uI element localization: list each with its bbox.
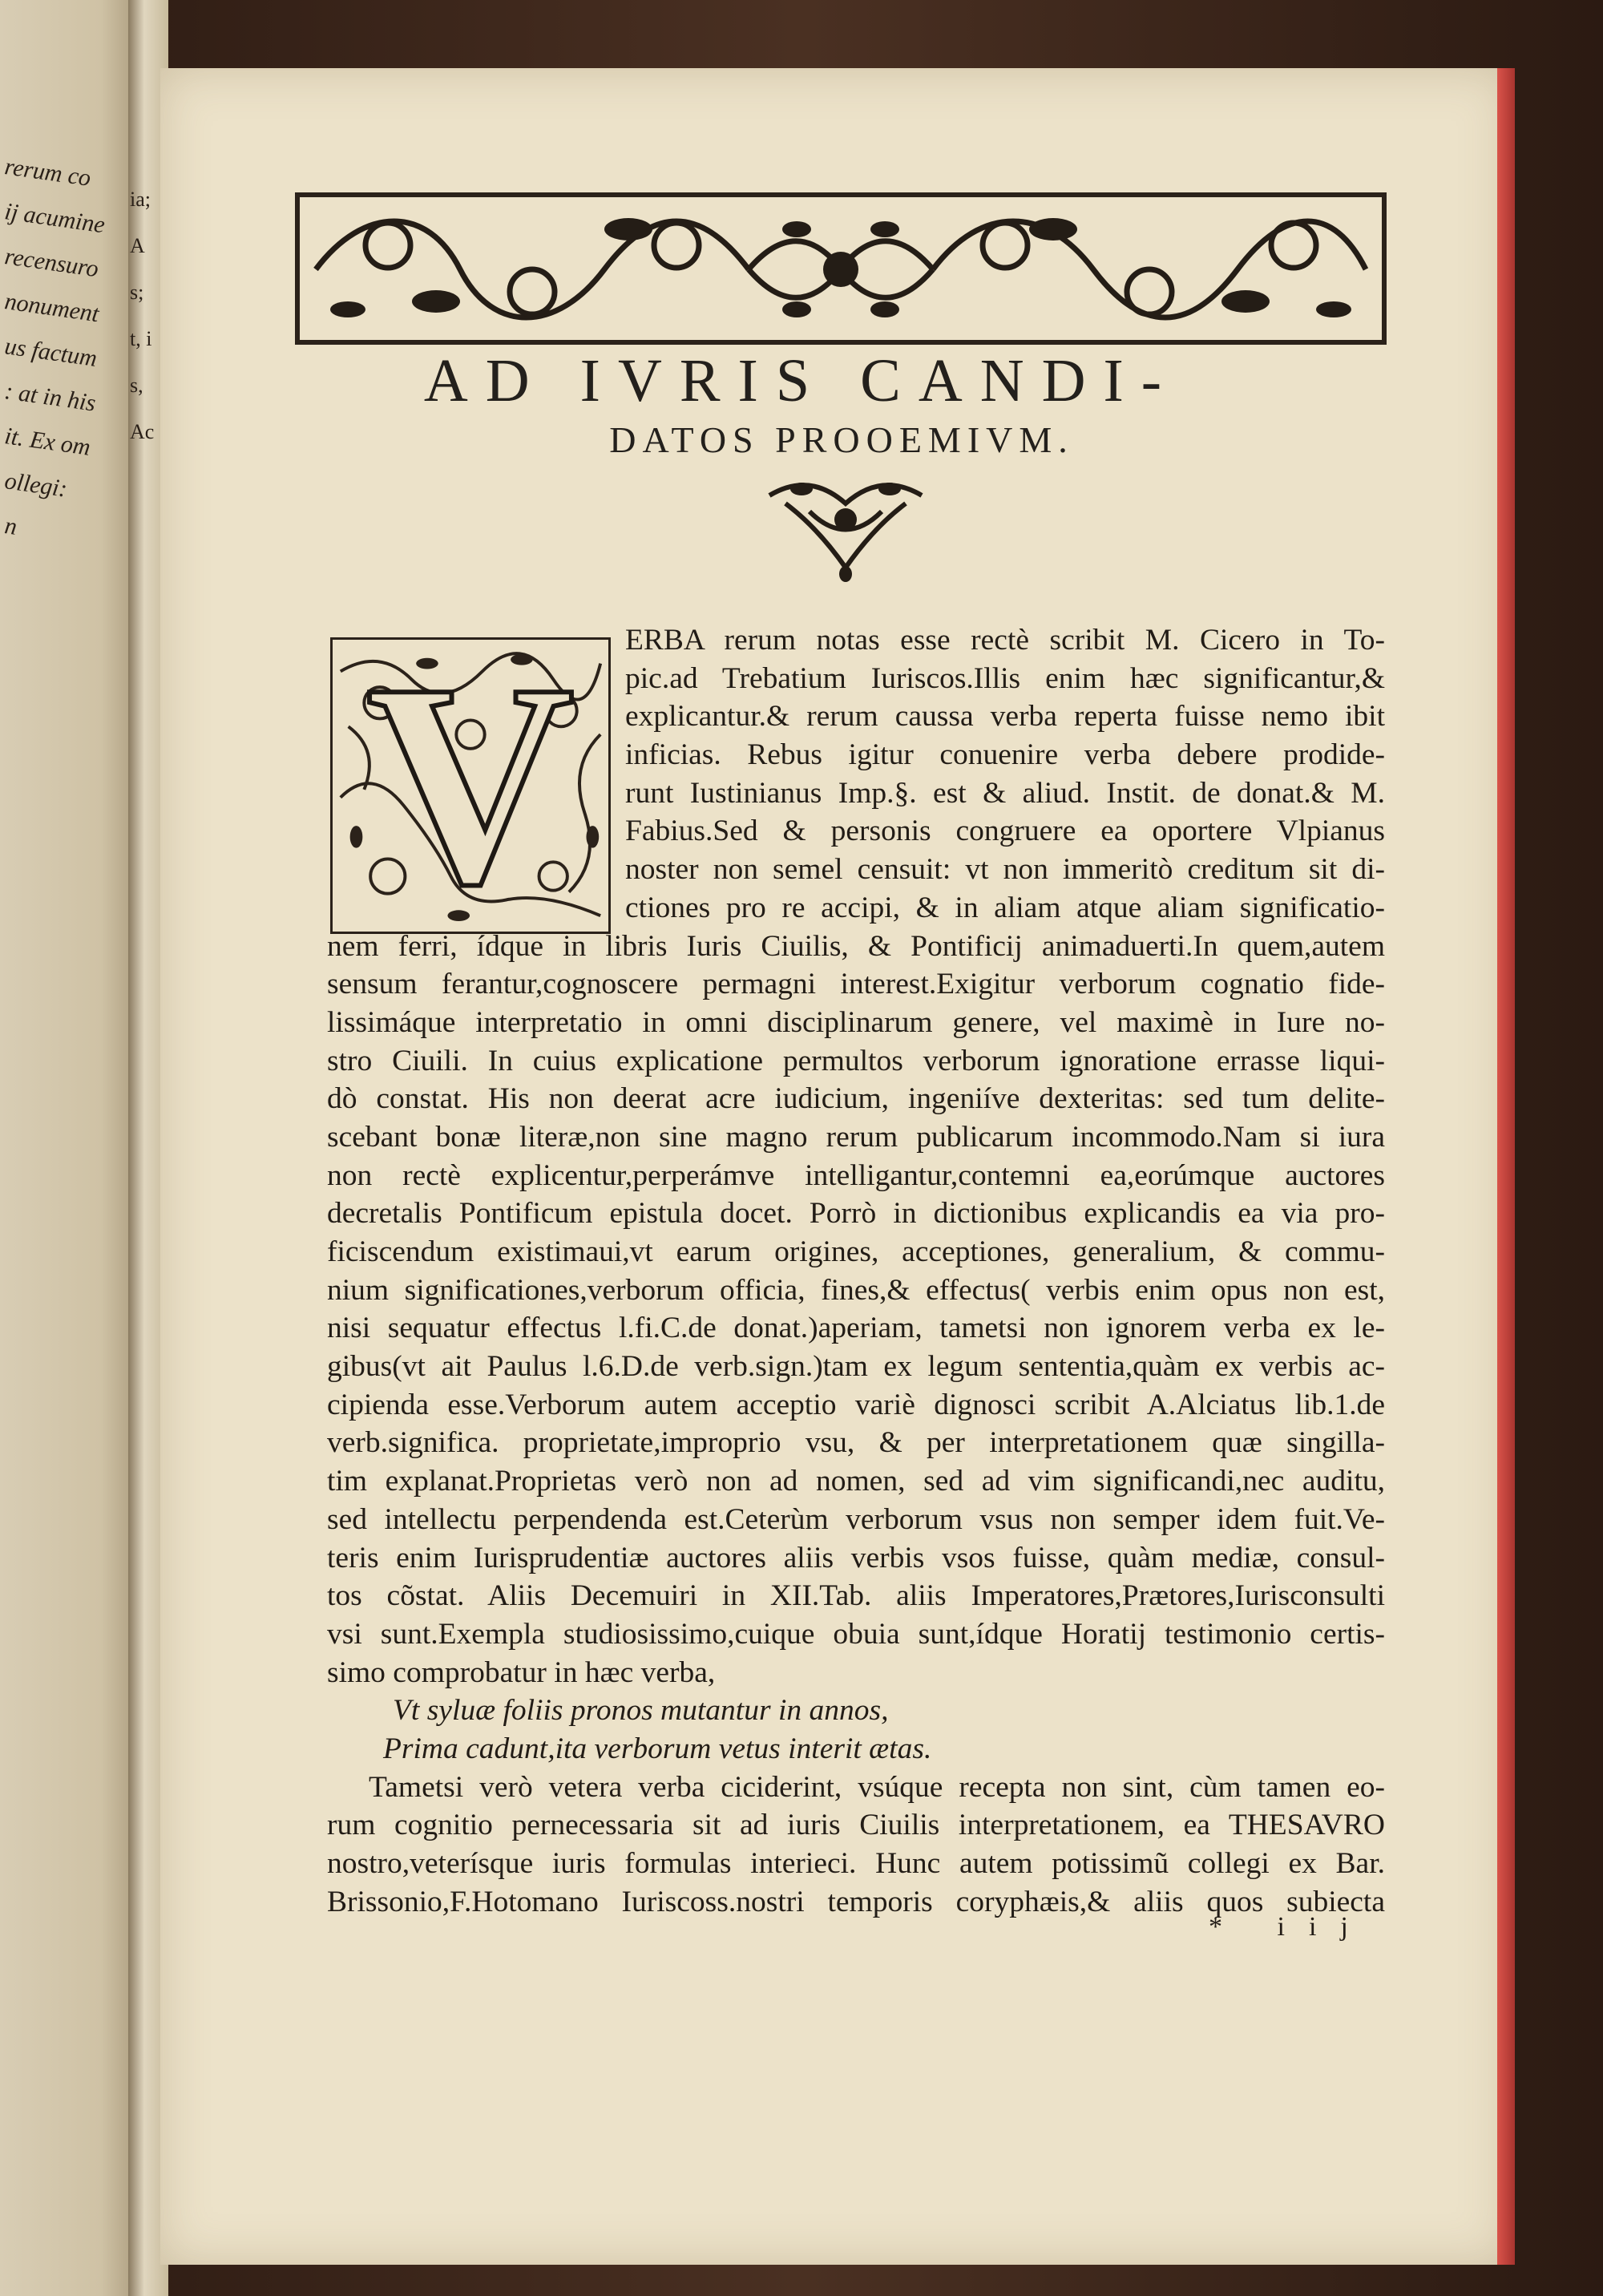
headpiece-ornament xyxy=(295,192,1387,345)
left-edge-fragment: Ac xyxy=(130,420,155,443)
text-line: decretalis Pontificum epistula docet. Porrò in dictionibus explicandis ea via pro- xyxy=(327,1197,1385,1231)
text-line: sed intellectu perpendenda est.Ceterùm verborum vsus non semper idem fuit.Ve- xyxy=(327,1502,1385,1536)
text-line: ficiscendum existimaui,vt earum origines, acceptiones, generalium, & commu- xyxy=(327,1235,1385,1268)
left-edge-fragment: s; xyxy=(130,281,144,304)
left-line: : at in his xyxy=(2,378,98,417)
left-line: ollegi: xyxy=(2,467,69,503)
page-red-edge xyxy=(1497,68,1515,2265)
page-title-line1: AD IVRIS CANDI- xyxy=(423,347,1180,414)
text-line: stro Ciuili. In cuius explicatione permultos verborum ignoratione errasse liqui- xyxy=(327,1044,1385,1077)
left-edge-fragment: A xyxy=(130,234,145,257)
text-line: noster non semel censuit: vt non immeritò creditum sit di- xyxy=(625,853,1385,887)
text-line: vsi sunt.Exempla studiosissimo,cuique obuia sunt,ídque Horatij testimonio certis- xyxy=(327,1617,1385,1651)
left-line: it. Ex om xyxy=(2,422,92,461)
text-line: Tametsi verò vetera verba ciciderint, vsúque recepta non sint, cùm tamen eo- xyxy=(369,1770,1385,1804)
left-line: us factum xyxy=(2,333,99,372)
text-line: tos cõstat. Aliis Decemuiri in XII.Tab. aliis Imperatores,Prætores,Iurisconsulti xyxy=(327,1579,1385,1613)
floral-scroll-icon xyxy=(300,197,1382,340)
text-line: pic.ad Trebatium Iuriscos.Illis enim hæc significantur,& xyxy=(625,661,1385,695)
text-line: verb.significa. proprietate,improprio vsu, & per interpretationem quæ singilla- xyxy=(327,1426,1385,1460)
left-line: n xyxy=(2,512,19,540)
text-line: scebant bonæ literæ,non sine magno rerum publicarum incommodo.Nam si iura xyxy=(327,1120,1385,1154)
verse-line: Prima cadunt,ita verborum vetus interit ætas. xyxy=(383,1732,932,1765)
text-line: ctiones pro re accipi, & in aliam atque aliam significatio- xyxy=(625,891,1385,924)
text-line: nisi sequatur effectus l.fi.C.de donat.)aperiam, tametsi non ignorem verba ex le- xyxy=(327,1312,1385,1345)
text-line: nium significationes,verborum officia, fines,& effectus( verbis enim opus non est, xyxy=(327,1273,1385,1307)
left-edge-fragment: t, i xyxy=(130,327,152,350)
fleuron-icon xyxy=(761,471,930,584)
text-line: teris enim Iurisprudentiæ auctores aliis verbis vsos fuisse, quàm mediæ, consul- xyxy=(327,1541,1385,1574)
page-title-line2: DATOS PROOEMIVM. xyxy=(609,419,1074,460)
left-edge-fragment: ia; xyxy=(130,188,151,211)
left-line: recensuro xyxy=(2,243,100,283)
left-edge-fragment: s, xyxy=(130,374,143,397)
left-line: ij acumine xyxy=(2,198,107,239)
text-line: Fabius.Sed & personis congruere ea oportere Vlpianus xyxy=(625,815,1385,848)
text-line: tim explanat.Proprietas verò non ad nomen, sed ad vim significandi,nec auditu, xyxy=(327,1465,1385,1498)
text-line: explicantur.& rerum caussa verba reperta fuisse nemo ibit xyxy=(625,700,1385,734)
text-line: simo comprobatur in hæc verba, xyxy=(327,1655,716,1689)
verse-line: Vt syluæ foliis pronos mutantur in annos, xyxy=(393,1694,889,1728)
text-line: dò constat. His non deerat acre iudicium, ingeniíve dexteritas: sed tum delite- xyxy=(327,1082,1385,1116)
left-page-fragment xyxy=(0,0,144,2296)
text-line: gibus(vt ait Paulus l.6.D.de verb.sign.)tam ex legum sententia,quàm ex verbis ac- xyxy=(327,1350,1385,1384)
signature-mark: * iij xyxy=(1209,1912,1372,1942)
text-line: inficias. Rebus igitur conuenire verba debere prodide- xyxy=(625,738,1385,772)
text-line: non rectè explicentur,perperámve intelligantur,contemni ea,eorúmque auctores xyxy=(327,1158,1385,1192)
text-line: cipienda esse.Verborum autem acceptio variè dignosci scribit A.Alciatus lib.1.de xyxy=(327,1388,1385,1421)
left-line: rerum co xyxy=(2,153,93,192)
text-line: runt Iustinianus Imp.§. est & aliud. Instit. de donat.& M. xyxy=(625,776,1385,810)
text-line: ERBA rerum notas esse rectè scribit M. Cicero in To- xyxy=(625,624,1385,657)
left-line: nonument xyxy=(2,288,101,328)
initial-letter: V xyxy=(366,624,575,944)
left-page-text xyxy=(2,144,141,548)
main-text xyxy=(327,621,1385,1921)
text-line: rum cognitio pernecessaria sit ad iuris Ciuilis interpretationem, ea THESAVRO xyxy=(327,1809,1385,1842)
text-line: lissimáque interpretatio in omni disciplinarum genere, vel maximè in Iure no- xyxy=(327,1005,1385,1039)
text-line: nem ferri, ídque in libris Iuris Ciuilis, & Pontificij animaduerti.In quem,autem xyxy=(327,929,1385,963)
text-line: nostro,veterísque iuris formulas interieci. Hunc autem potissimũ collegi ex Bar. xyxy=(327,1847,1385,1880)
text-line: Brissonio,F.Hotomano Iuriscoss.nostri temporis coryphæis,& aliis quos subiecta xyxy=(327,1885,1385,1918)
text-line: sensum ferantur,cognoscere permagni interest.Exigitur verborum cognatio fide- xyxy=(327,968,1385,1001)
